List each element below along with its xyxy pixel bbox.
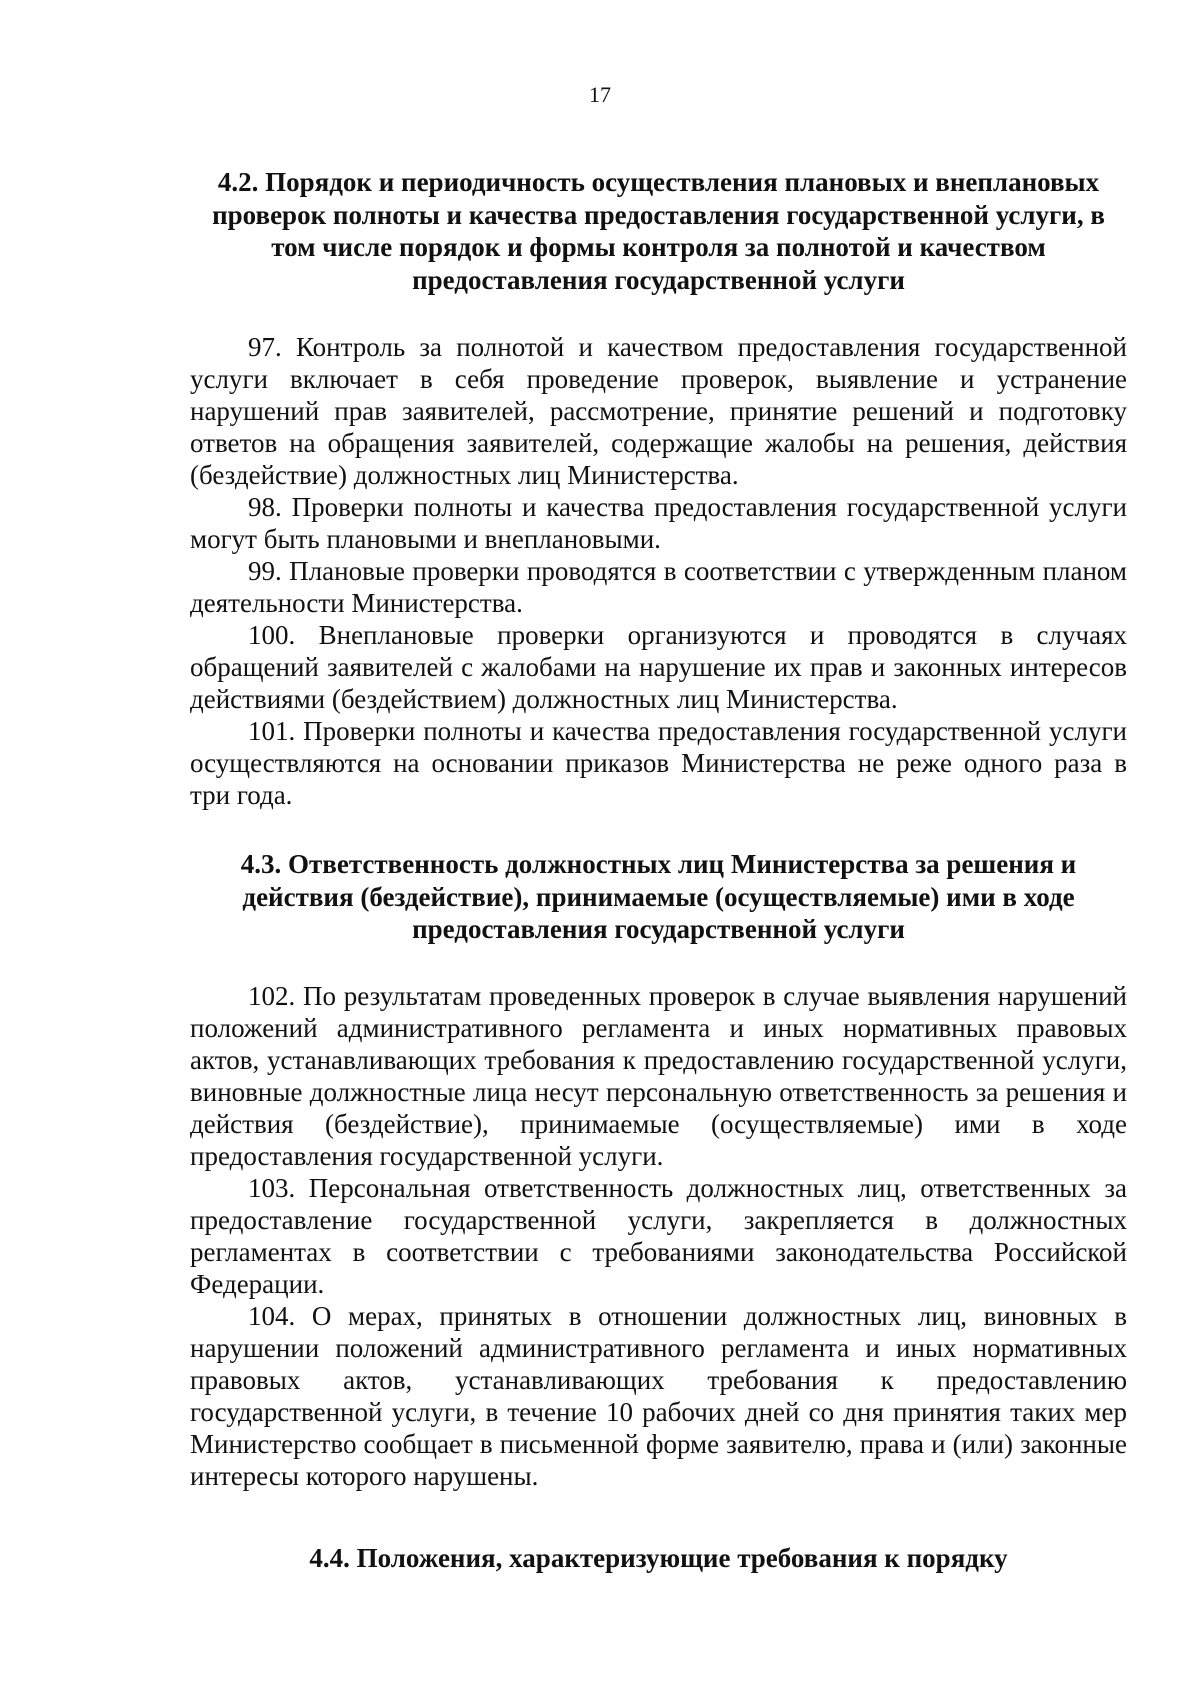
heading-line: 4.4. Положения, характеризующие требования к порядку	[309, 1543, 1008, 1573]
paragraph-97: 97. Контроль за полнотой и качеством предоставления государственной услуги включает в себя проведение проверок, выявление и устранение нарушений прав заявителей, рассмотрение, принятие решений и подготовку ответов на обращения заявителей, содержащие жалобы на решения, действия (бездействие) должностных лиц Министерства.	[190, 332, 1127, 490]
heading-line: предоставления государственной услуги	[412, 914, 905, 944]
heading-line: том числе порядок и формы контроля за полнотой и качеством	[271, 232, 1046, 262]
paragraph-101: 101. Проверки полноты и качества предоставления государственной услуги осуществляются на основании приказов Министерства не реже одного раза в три года.	[190, 716, 1127, 810]
section-4-2-body	[190, 331, 1127, 811]
heading-line: 4.2. Порядок и периодичность осуществления плановых и внеплановых	[217, 167, 1100, 197]
heading-line: предоставления государственной услуги	[412, 264, 905, 295]
paragraph-102: 102. По результатам проведенных проверок в случае выявления нарушений положений административного регламента и иных нормативных правовых актов, устанавливающих требования к предоставлению государственной услуги, виновные должностные лица несут персональную ответственность за решения и действия (бездействие), принимаемые (осуществляемые) ими в ходе предоставления государственной услуги.	[190, 981, 1127, 1171]
page-number: 17	[589, 82, 611, 107]
heading-line: проверок полноты и качества предоставления государственной услуги, в	[212, 199, 1105, 230]
section-4-3-body	[190, 980, 1127, 1492]
paragraph-104: 104. О мерах, принятых в отношении должностных лиц, виновных в нарушении положений административного регламента и иных нормативных правовых актов, устанавливающих требования к предоставлению государственной услуги, в течение 10 рабочих дней со дня принятия таких мер Министерство сообщает в письменной форме заявителю, права и (или) законные интересы которого нарушены.	[190, 1301, 1127, 1491]
section-4-2-heading	[190, 166, 1127, 296]
paragraph-100: 100. Внеплановые проверки организуются и проводятся в случаях обращений заявителей с жалобами на нарушение их прав и законных интересов действиями (бездействием) должностных лиц Министерства.	[190, 620, 1127, 714]
section-4-4-heading	[190, 1542, 1127, 1575]
paragraph-98: 98. Проверки полноты и качества предоставления государственной услуги могут быть плановыми и внеплановыми.	[190, 492, 1127, 554]
heading-line: 4.3. Ответственность должностных лиц Министерства за решения и	[240, 849, 1077, 879]
heading-line: действия (бездействие), принимаемые (осуществляемые) ими в ходе	[242, 881, 1075, 912]
section-4-3-heading	[190, 848, 1127, 946]
paragraph-103: 103. Персональная ответственность должностных лиц, ответственных за предоставление государственной услуги, закрепляется в должностных регламентах в соответствии с требованиями законодательства Российской Федерации.	[190, 1173, 1127, 1299]
paragraph-99: 99. Плановые проверки проводятся в соответствии с утвержденным планом деятельности Министерства.	[190, 556, 1127, 618]
